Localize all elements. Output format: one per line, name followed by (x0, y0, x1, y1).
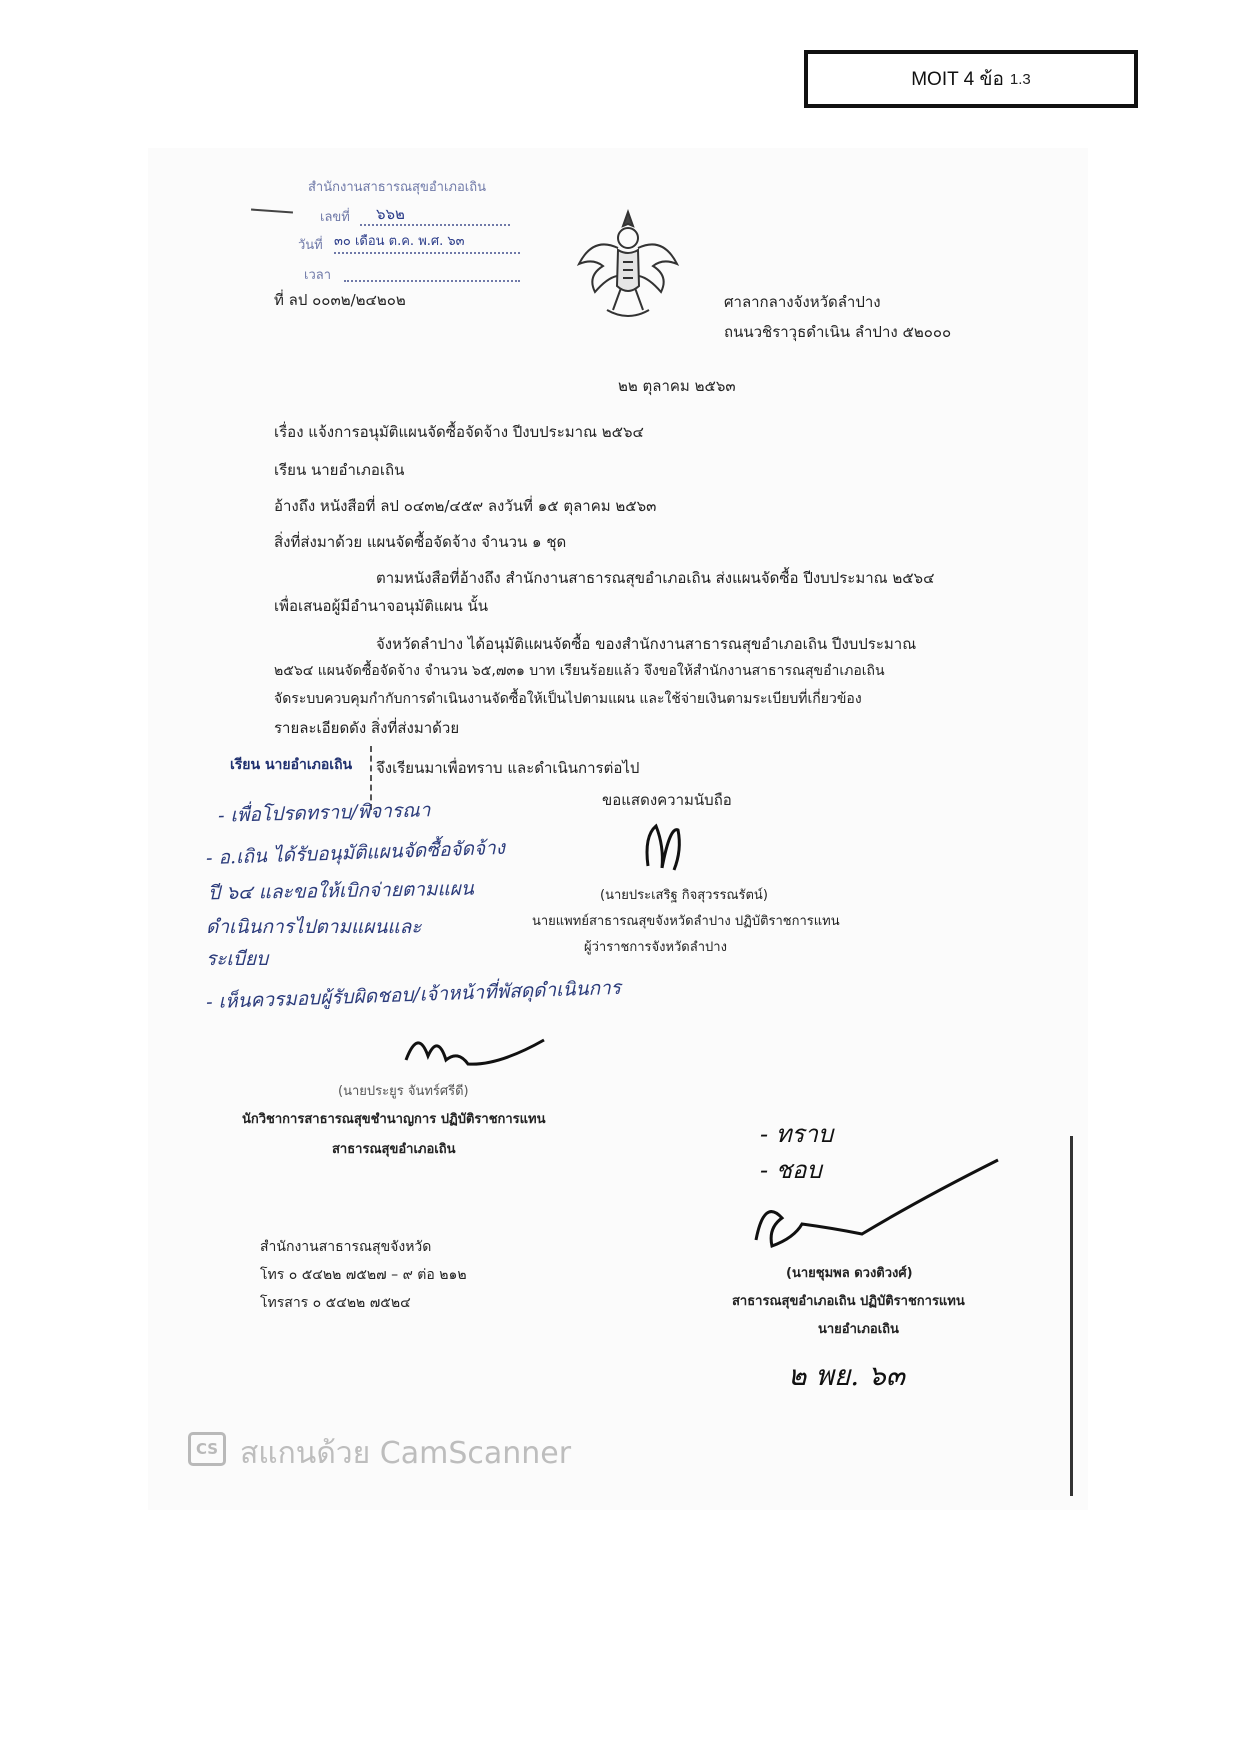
note-line-2: - อ.เถิน ได้รับอนุมัติแผนจัดซื้อจัดจ้าง (205, 836, 506, 870)
officer-signature-icon (398, 1020, 548, 1080)
officer-title-line1: นักวิชาการสาธารณสุขชำนาญการ ปฏิบัติราชการแทน (242, 1112, 546, 1127)
stamp-office: สำนักงานสาธารณสุขอำเภอเถิน (308, 180, 486, 195)
note-line-4: ดำเนินการไปตามแผนและ (206, 916, 422, 938)
officer-title-line2: สาธารณสุขอำเภอเถิน (332, 1142, 456, 1157)
signer-title-line1: นายแพทย์สาธารณสุขจังหวัดลำปาง ปฏิบัติราชการแทน (532, 914, 840, 929)
approver-title-line1: สาธารณสุขอำเภอเถิน ปฏิบัติราชการแทน (732, 1294, 965, 1309)
stamp-date-value: ๓๐ เดือน ต.ค. พ.ศ. ๖๓ (334, 234, 465, 249)
signer-name: (นายประเสริฐ กิจสุวรรณรัตน์) (600, 888, 768, 903)
label-sub: 1.3 (1009, 70, 1031, 88)
closing-request: จึงเรียนมาเพื่อทราบ และดำเนินการต่อไป (376, 759, 640, 777)
scan-right-edge (1070, 1136, 1073, 1496)
margin-mark (251, 209, 293, 214)
closing-salutation: ขอแสดงความนับถือ (602, 791, 732, 809)
note-line-1: - เพื่อโปรดทราบ/พิจารณา (217, 799, 431, 827)
footer-phone: โทร ๐ ๕๔๒๒ ๗๕๒๗ – ๙ ต่อ ๒๑๒ (260, 1267, 467, 1283)
camscanner-watermark-text: สแกนด้วย CamScanner (240, 1436, 572, 1471)
note-line-3: ปี ๖๔ และขอให้เบิกจ่ายตามแผน (207, 877, 474, 905)
letter-reference: อ้างถึง หนังสือที่ ลป ๐๔๓๒/๔๕๙ ลงวันที่ ๑๕ ตุลาคม ๒๕๖๓ (274, 497, 657, 515)
signer-title-line2: ผู้ว่าราชการจังหวัดลำปาง (584, 940, 727, 955)
label-main: MOIT 4 ข้อ (911, 69, 1004, 90)
letter-recipient: เรียน นายอำเภอเถิน (274, 461, 405, 479)
note-line-5: ระเบียบ (206, 948, 269, 970)
paragraph-2-line-4: รายละเอียดดัง สิ่งที่ส่งมาด้วย (274, 719, 460, 737)
footer-office: สำนักงานสาธารณสุขจังหวัด (260, 1239, 432, 1255)
footer-fax: โทรสาร ๐ ๕๔๒๒ ๗๕๒๔ (260, 1295, 411, 1311)
document-label-box (804, 50, 1138, 108)
stamp-time-label: เวลา (304, 268, 332, 283)
paragraph-1-line-1: ตามหนังสือที่อ้างถึง สำนักงานสาธารณสุขอำเภอเถิน ส่งแผนจัดซื้อ ปีงบประมาณ ๒๕๖๔ (376, 569, 935, 587)
signer-signature-icon (634, 816, 694, 880)
approver-title-line2: นายอำเภอเถิน (818, 1322, 899, 1337)
reference-number-text: ที่ ลป ๐๐๓๒/๒๔๒๐๒ (274, 291, 406, 309)
note-line-6: - เห็นควรมอบผู้รับผิดชอบ/เจ้าหน้าที่พัสดุดำเนินการ (205, 976, 622, 1014)
sender-address-line2: ถนนวชิราวุธดำเนิน ลำปาง ๕๒๐๐๐ (724, 323, 952, 341)
letter-subject: เรื่อง แจ้งการอนุมัติแผนจัดซื้อจัดจ้าง ปีงบประมาณ ๒๕๖๔ (274, 423, 644, 441)
stamp-number-label: เลขที่ (320, 210, 350, 225)
garuda-emblem-icon (573, 206, 683, 326)
sender-address-line1: ศาลากลางจังหวัดลำปาง (724, 293, 881, 311)
stamp-number-value: ๖๖๒ (376, 205, 405, 223)
paragraph-2-line-1: จังหวัดลำปาง ได้อนุมัติแผนจัดซื้อ ของสำนักงานสาธารณสุขอำเภอเถิน ปีงบประมาณ (376, 635, 917, 653)
letter-date: ๒๒ ตุลาคม ๒๕๖๓ (618, 377, 736, 395)
paragraph-2-line-2: ๒๕๖๔ แผนจัดซื้อจัดจ้าง จำนวน ๖๕,๗๓๑ บาท เรียนร้อยแล้ว จึงขอให้สำนักงานสาธารณสุขอำเภอเถิน (274, 663, 885, 679)
stamp-number-dots (360, 224, 510, 226)
stamp-time-dots (344, 280, 520, 282)
approval-note-2: - ชอบ (760, 1156, 822, 1184)
camscanner-logo-icon: CS (188, 1432, 226, 1466)
reference-number (274, 288, 406, 312)
letter-enclosure: สิ่งที่ส่งมาด้วย แผนจัดซื้อจัดจ้าง จำนวน ๑ ชุด (274, 533, 567, 551)
paragraph-2-line-3: จัดระบบควบคุมกำกับการดำเนินงานจัดซื้อให้เป็นไปตามแผน และใช้จ่ายเงินตามระเบียบที่เกี่ยวข้อง (274, 691, 862, 707)
stamp-date-label: วันที่ (298, 238, 323, 253)
scanned-letter (148, 148, 1088, 1510)
approver-signature-icon (742, 1158, 1004, 1258)
stamp-date-dots (334, 252, 520, 254)
officer-name: (นายประยูร จันทร์ศรีดี) (338, 1084, 469, 1099)
note-recipient: เรียน นายอำเภอเถิน (230, 757, 353, 773)
approval-note-1: - ทราบ (760, 1120, 834, 1148)
approver-name: (นายชุมพล ดวงติวงศ์) (786, 1266, 913, 1281)
approval-date: ๒ พย. ๖๓ (788, 1359, 905, 1392)
paragraph-1-line-2: เพื่อเสนอผู้มีอำนาจอนุมัติแผน นั้น (274, 597, 489, 615)
